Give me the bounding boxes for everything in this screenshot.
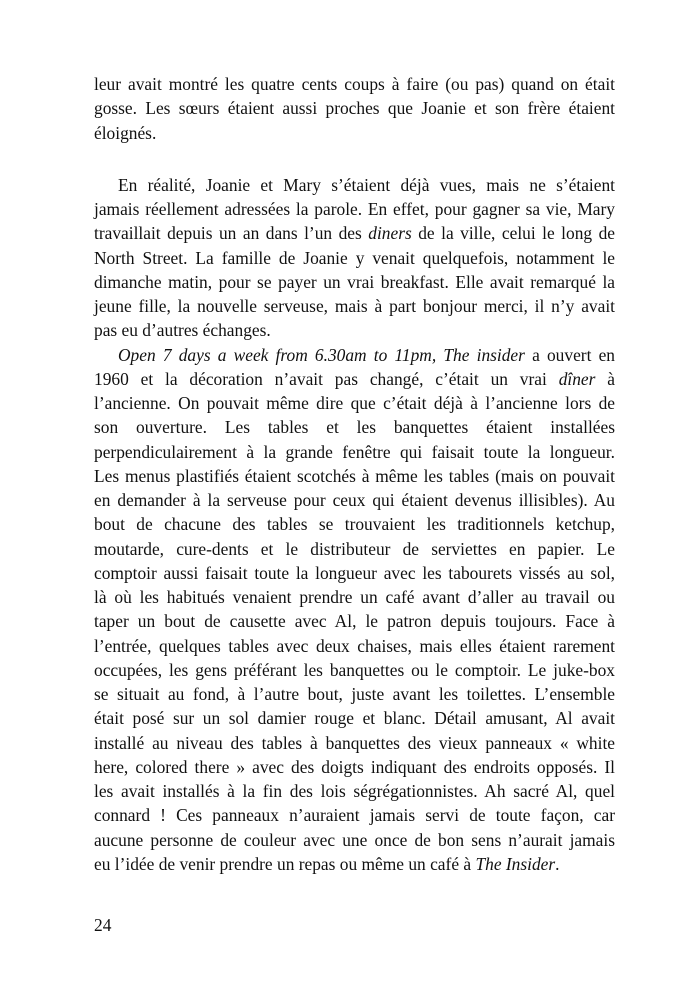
text-line: taper un bout de causette avec Al, le patron depuis toujours. Face à bbox=[94, 611, 615, 632]
text-line: son ouverture. Les tables et les banquettes étaient installées bbox=[94, 417, 615, 438]
text-line: North Street. La famille de Joanie y venait quelquefois, notamment le bbox=[94, 247, 615, 268]
text-line: perpendiculairement à la grande fenêtre qui faisait toute la longueur. bbox=[94, 441, 615, 462]
text-line: bout de chacune des tables se trouvaient les traditionnels ketchup, bbox=[94, 514, 615, 535]
text-line: comptoir aussi faisait toute la longueur avec les tabourets vissés au sol, bbox=[94, 562, 615, 583]
text-line: En réalité, Joanie et Mary s’étaient déjà vues, mais ne s’étaient bbox=[118, 174, 615, 195]
text-line: là où les habitués venaient prendre un café avant d’aller au travail ou bbox=[94, 587, 615, 607]
paragraph-joanie-mary bbox=[94, 173, 615, 343]
text-line: moutarde, cure-dents et le distributeur de serviettes en papier. Le bbox=[94, 538, 615, 559]
text-line: en demander à la serveuse pour ceux qui étaient devenus illisibles). Au bbox=[94, 490, 615, 510]
text-line: occupées, les gens préférant les banquettes ou le comptoir. Le juke-box bbox=[94, 659, 615, 680]
text-line: les avait installés à la fin des lois ségrégationnistes. Ah sacré Al, quel bbox=[94, 781, 615, 801]
text-line: se situait au fond, à l’autre bout, juste avant les toilettes. L’ensemble bbox=[94, 684, 615, 704]
text-line: jamais réellement adressées la parole. En effet, pour gagner sa vie, Mary bbox=[94, 199, 615, 219]
text-line: éloignés. bbox=[94, 122, 157, 143]
text-line: installé au niveau des tables à banquettes des vieux panneaux « white bbox=[94, 732, 615, 753]
text-line: l’ancienne. On pouvait même dire que c’était déjà à l’ancienne lors de bbox=[94, 393, 615, 413]
text-line: here, colored there » avec des doigts indiquant des endroits opposés. Il bbox=[94, 756, 615, 777]
text-line: travaillait depuis un an dans l’un des diners de la ville, celui le long de bbox=[94, 223, 615, 244]
text-line: connard ! Ces panneaux n’auraient jamais servi de toute façon, car bbox=[94, 805, 615, 826]
text-line: eu l’idée de venir prendre un repas ou même un café à The Insider. bbox=[94, 853, 560, 874]
paragraph-the-insider bbox=[94, 343, 615, 877]
italic-text: dîner bbox=[558, 368, 596, 389]
italic-text: diners bbox=[368, 223, 412, 244]
text-line: Les menus plastifiés étaient scotchés à même les tables (mais on pouvait bbox=[94, 465, 615, 486]
text-line: aucune personne de couleur avec une once de bon sens n’aurait jamais bbox=[94, 829, 615, 850]
text-line: jeune fille, la nouvelle serveuse, mais à part bonjour merci, il n’y avait bbox=[94, 296, 615, 316]
text-line: 1960 et la décoration n’avait pas changé, c’était un vrai dîner à bbox=[94, 368, 615, 389]
page-number: 24 bbox=[94, 915, 112, 935]
italic-text: The Insider bbox=[475, 853, 556, 874]
text-line: était posé sur un sol damier rouge et blanc. Détail amusant, Al avait bbox=[94, 708, 615, 729]
text-line: pas eu d’autres échanges. bbox=[94, 320, 271, 341]
paragraph-gap bbox=[94, 145, 615, 173]
text-line: l’entrée, quelques tables avec deux chaises, mais elles étaient rarement bbox=[94, 635, 615, 656]
text-line: gosse. Les sœurs étaient aussi proches que Joanie et son frère étaient bbox=[94, 98, 615, 119]
text-line: leur avait montré les quatre cents coups à faire (ou pas) quand on était bbox=[94, 74, 615, 94]
text-line: Open 7 days a week from 6.30am to 11pm, The insider a ouvert en bbox=[118, 344, 615, 365]
paragraph-continuation bbox=[94, 72, 615, 145]
text-line: dimanche matin, pour se payer un vrai breakfast. Elle avait remarqué la bbox=[94, 271, 615, 292]
book-page-text bbox=[94, 72, 615, 876]
italic-text: Open 7 days a week from 6.30am to 11pm, The insider bbox=[118, 344, 525, 365]
